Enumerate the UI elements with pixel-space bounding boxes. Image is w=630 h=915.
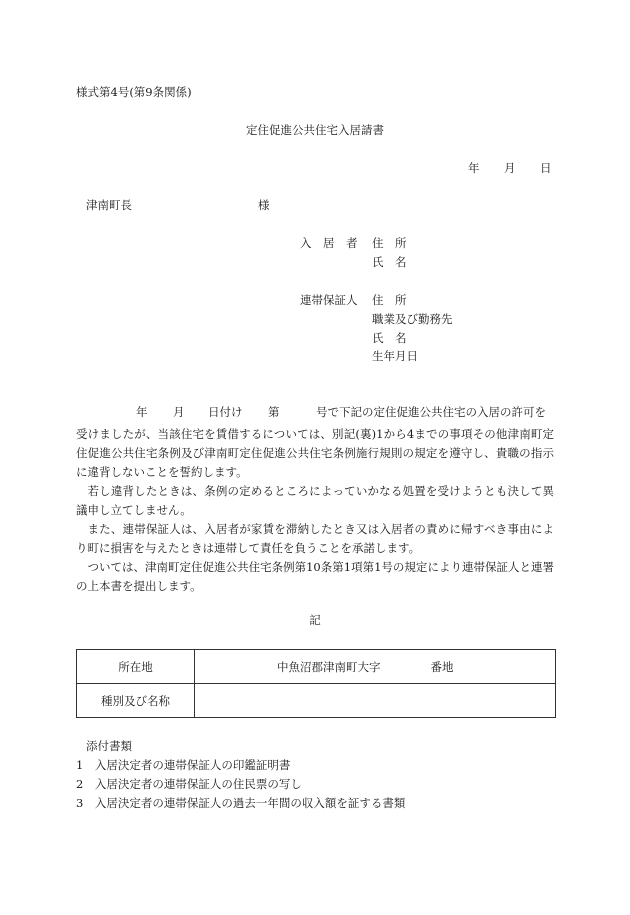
- resident-address-label: 住 所: [372, 236, 407, 250]
- date-month-label: 月: [504, 161, 516, 175]
- attachments-title: 添付書類: [86, 739, 132, 753]
- property-table: [76, 649, 556, 718]
- guarantor-birthdate-label: 生年月日: [372, 349, 418, 363]
- body-paragraph-1: 受けましたが、当該住宅を賃借するについては、別記(裏)1から4までの事項その他津南町定住促進公共住宅条例及び津南町定住促進公共住宅条例施行規則の規定を遵守し、貴職の指示に違背しないことを誓約します。: [76, 427, 554, 479]
- form-number: 様式第4号(第9条関係): [76, 85, 192, 99]
- date-day-label: 日: [540, 161, 552, 175]
- attachment-item: 3 入居決定者の連帯保証人の過去一年間の収入額を証する書類: [76, 796, 406, 810]
- ki-heading: 記: [309, 613, 321, 627]
- addressee-honorific: 様: [258, 198, 270, 212]
- location-suffix: 番地: [430, 659, 454, 674]
- body-paragraph-2: 若し違背したときは、条例の定めるところによっていかなる処置を受けようとも決して異議申し立てしません。: [76, 484, 554, 517]
- resident-label: 入 居 者: [300, 236, 358, 250]
- guarantor-occupation-label: 職業及び勤務先: [372, 312, 453, 326]
- type-label: 種別及び名称: [77, 684, 195, 718]
- attachment-item: 2 入居決定者の連帯保証人の住民票の写し: [76, 777, 302, 791]
- location-label: 所在地: [77, 650, 195, 684]
- table-row: [77, 650, 556, 684]
- body-blank-month: 月: [173, 405, 185, 419]
- date-year-label: 年: [468, 161, 480, 175]
- attachment-item: 1 入居決定者の連帯保証人の印鑑証明書: [76, 758, 291, 772]
- addressee-name: 津南町長: [86, 198, 132, 212]
- table-row: [77, 684, 556, 718]
- body-blank-year: 年: [136, 405, 148, 419]
- body-p1-first-line: 号で下記の定住促進公共住宅の入居の許可を: [316, 405, 546, 419]
- body-paragraph-4: ついては、津南町定住促進公共住宅条例第10条第1項第1号の規定により連帯保証人と連署の上本書を提出します。: [76, 560, 554, 593]
- location-cell[interactable]: [195, 650, 556, 684]
- guarantor-name-label: 氏 名: [372, 331, 407, 345]
- body-paragraph-3: また、連帯保証人は、入居者が家賃を滞納したとき又は入居者の責めに帰すべき事由により町に損害を与えたときは連帯して責任を負うことを承諾します。: [76, 522, 554, 555]
- guarantor-address-label: 住 所: [372, 293, 407, 307]
- body-blank-day: 日付け: [208, 405, 243, 419]
- body-blank-number-prefix: 第: [268, 405, 280, 419]
- location-value: 中魚沼郡津南町大字: [277, 659, 381, 674]
- type-cell[interactable]: [195, 684, 556, 718]
- document-title: 定住促進公共住宅入居請書: [246, 123, 384, 137]
- body-text: [76, 425, 554, 596]
- guarantor-label: 連帯保証人: [300, 293, 358, 307]
- resident-name-label: 氏 名: [372, 255, 407, 269]
